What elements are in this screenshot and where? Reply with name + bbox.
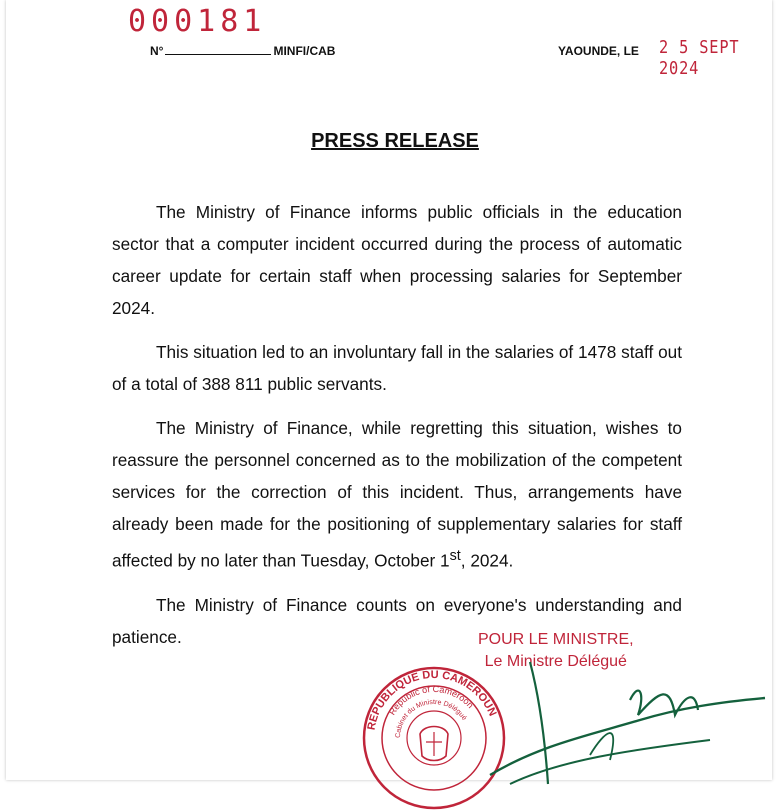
place-label: YAOUNDE, LE: [558, 44, 639, 58]
signature-icon: [470, 660, 770, 785]
paragraph-2: This situation led to an involuntary fall in the salaries of 1478 staff out of a total of 388 811 public servants.: [112, 342, 682, 394]
date-stamp: 2 5 SEPT 2024: [659, 37, 740, 79]
paragraph-3: The Ministry of Finance, while regretting this situation, wishes to reassure the personnel concerned as to the mobilization of the competent services for the correction of this incident. Thus, arrangements have already been made for the positioning of supplementary salaries for staff affected by no later than Tuesday, October 1st, 2024.: [112, 418, 682, 571]
seal-inner-text: Republic of Cameroon: [386, 683, 476, 717]
signatory-line-1: POUR LE MINISTRE,: [478, 631, 634, 648]
paragraph-1: The Ministry of Finance informs public officials in the education sector that a computer incident occurred during the process of automatic career update for certain staff when processing salaries for September 2024.: [112, 202, 682, 318]
ordinal-suffix: st: [449, 548, 461, 564]
reference-line: [150, 44, 335, 58]
signatory-line-2: Le Ministre Délégué: [484, 653, 627, 670]
seal-outer-text: REPUBLIQUE DU CAMEROUN: [365, 668, 499, 732]
seal-center-text: Cabinet du Ministre Délégué: [394, 698, 468, 739]
ref-suffix: MINFI/CAB: [273, 44, 336, 58]
svg-text:Cabinet du Ministre Délégué: [395, 699, 468, 738]
paragraph-4: The Ministry of Finance counts on everyone's understanding and patience.: [112, 594, 682, 647]
press-release-body: [112, 196, 682, 653]
ref-prefix: N°: [150, 44, 164, 58]
page-title: PRESS RELEASE: [311, 130, 479, 152]
stamp-number: 000181: [128, 4, 267, 39]
ref-blank-line: [165, 44, 271, 55]
